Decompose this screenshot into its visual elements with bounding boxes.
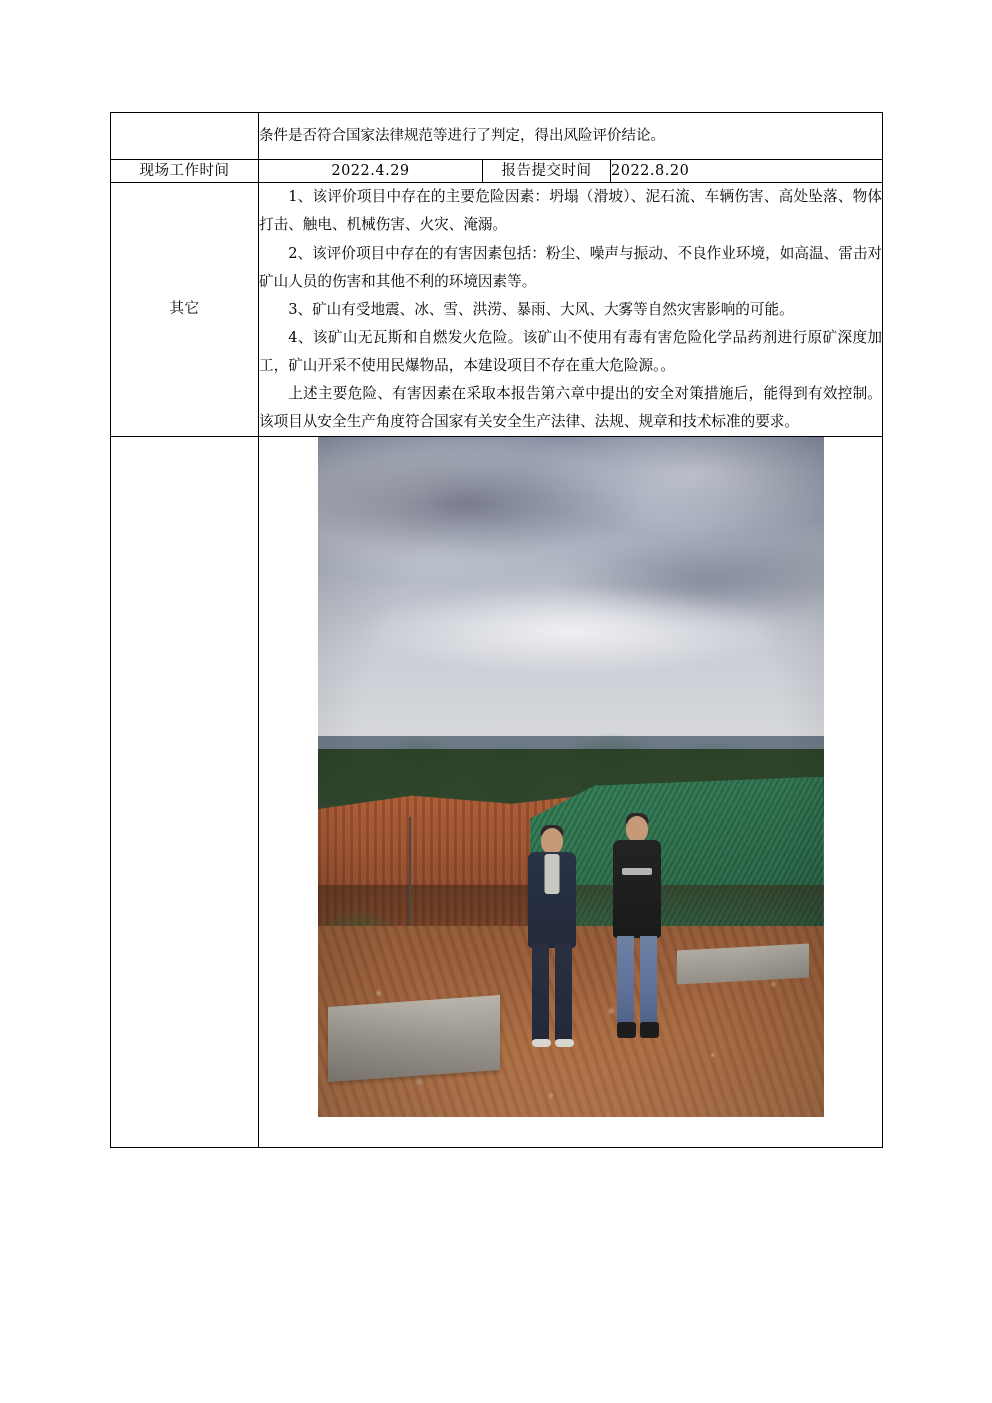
table-row-continuation: [111, 113, 883, 160]
report-submit-value: 2022.8.20: [611, 160, 883, 183]
report-summary-table: [110, 112, 883, 1148]
photo-vignette: [318, 437, 824, 1117]
continuation-text: 条件是否符合国家法律规范等进行了判定，得出风险评价结论。: [259, 113, 883, 160]
other-paragraph-2: 2、该评价项目中存在的有害因素包括：粉尘、噪声与振动、不良作业环境，如高温、雷击对矿山人员的伤害和其他不利的环境因素等。: [259, 244, 883, 290]
site-photo: [318, 437, 824, 1117]
photo-wrapper: [259, 437, 882, 1147]
onsite-time-value: 2022.4.29: [259, 160, 483, 183]
empty-label-cell: [111, 113, 259, 160]
other-content: [259, 183, 883, 436]
table-row-photo: [111, 436, 883, 1147]
table-row-other: [111, 183, 883, 436]
report-submit-label: 报告提交时间: [483, 160, 611, 183]
empty-photo-label-cell: [111, 436, 259, 1147]
other-paragraph-1: 1、该评价项目中存在的主要危险因素：坍塌（滑坡）、泥石流、车辆伤害、高处坠落、物体打击、触电、机械伤害、火灾、淹溺。: [259, 188, 883, 234]
other-paragraph-5: 上述主要危险、有害因素在采取本报告第六章中提出的安全对策措施后，能得到有效控制。该项目从安全生产角度符合国家有关安全生产法律、法规、规章和技术标准的要求。: [259, 384, 883, 430]
other-paragraph-4: 4、该矿山无瓦斯和自燃发火危险。该矿山不使用有毒有害危险化学品药剂进行原矿深度加工，矿山开采不使用民爆物品，本建设项目不存在重大危险源。。: [259, 328, 883, 374]
other-paragraph-3: 3、矿山有受地震、冰、雪、洪涝、暴雨、大风、大雾等自然灾害影响的可能。: [288, 300, 794, 318]
other-label: 其它: [111, 183, 259, 436]
photo-cell: [259, 436, 883, 1147]
table-row-dates: [111, 160, 883, 183]
onsite-time-label: 现场工作时间: [111, 160, 259, 183]
